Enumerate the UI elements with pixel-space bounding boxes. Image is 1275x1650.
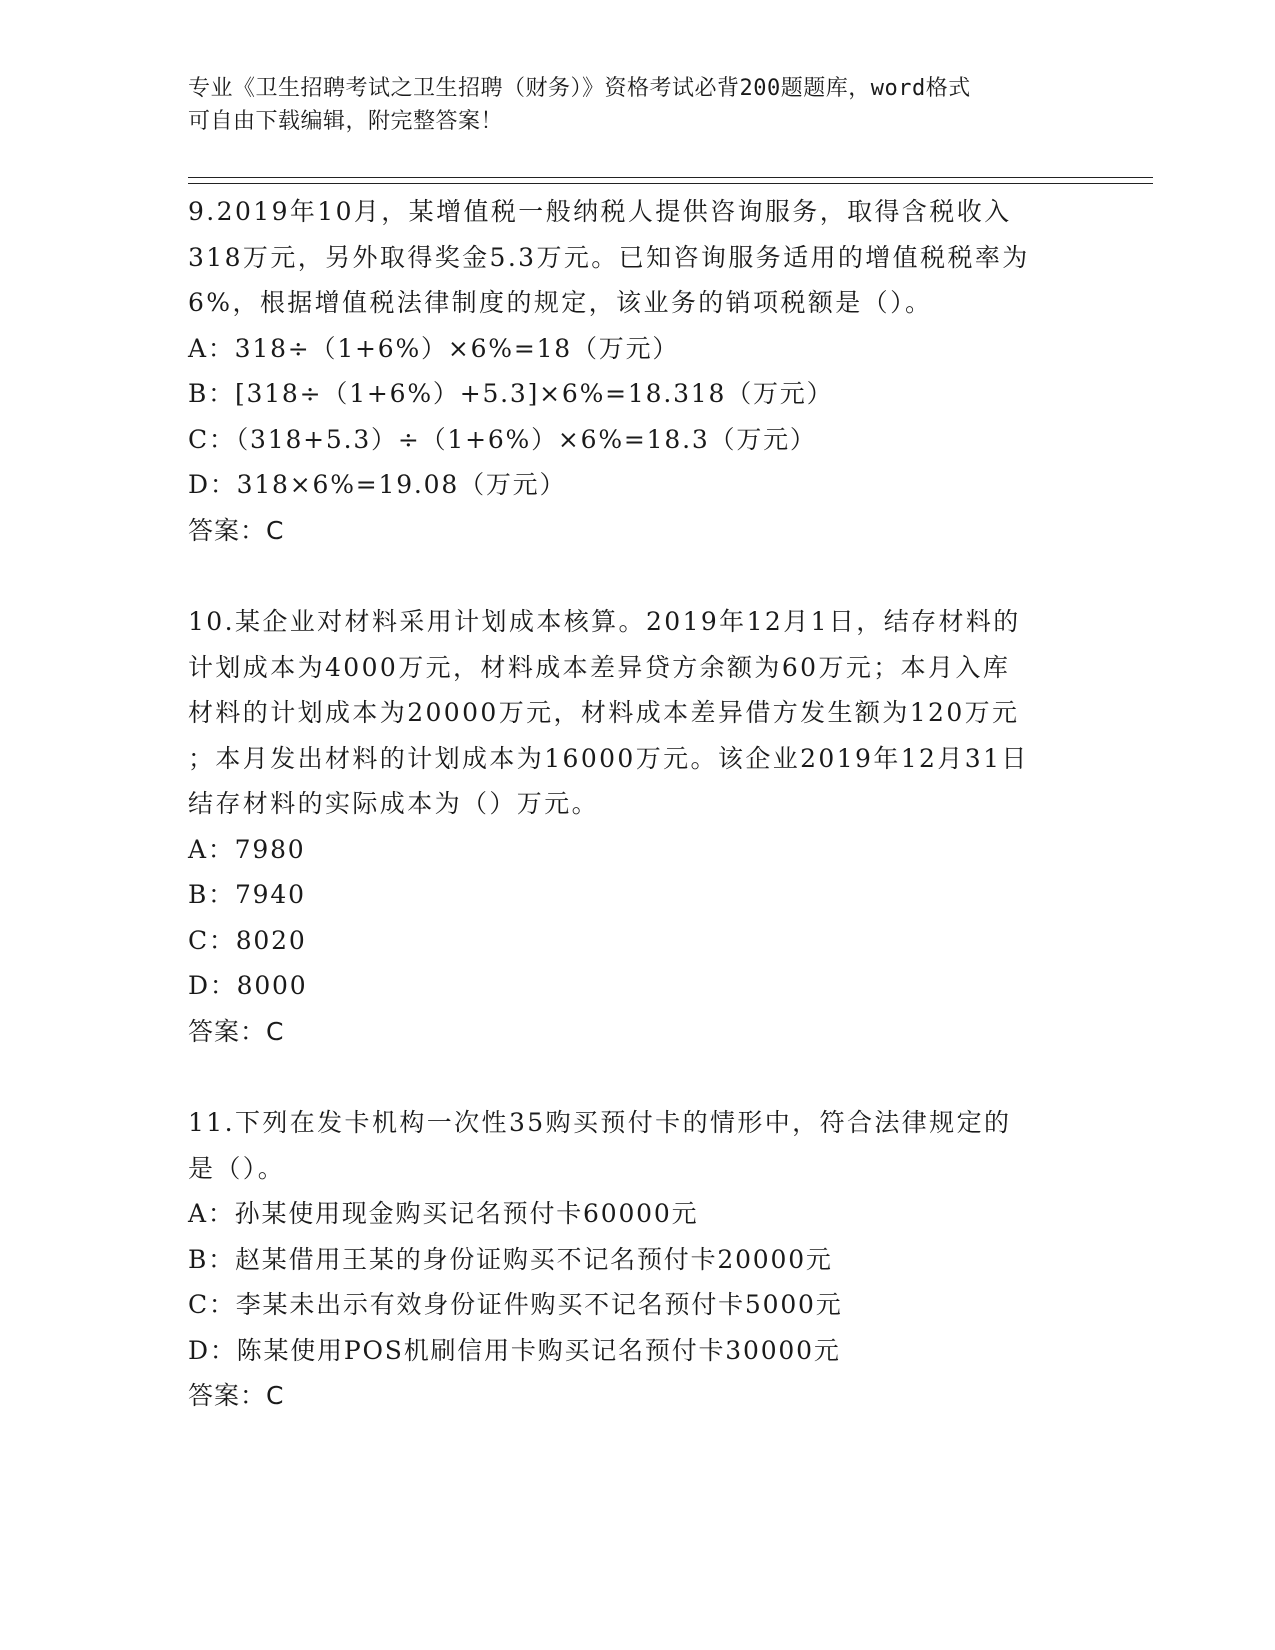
question-text-line: 计划成本为4000万元，材料成本差异贷方余额为60万元；本月入库 [188,652,1011,682]
option-c: C：8020 [188,925,307,955]
option-d: D：陈某使用POS机刷信用卡购买记名预付卡30000元 [188,1335,841,1365]
question-text-line: 10.某企业对材料采用计划成本核算。2019年12月1日，结存材料的 [188,607,1021,636]
question-text-line: 318万元，另外取得奖金5.3万元。已知咨询服务适用的增值税税率为 [188,242,1030,272]
option-b: B：7940 [188,880,306,909]
question-9 [188,189,1088,553]
header-divider-top [188,177,1153,178]
header-divider-bottom [188,183,1153,184]
question-text-line: 6%，根据增值税法律制度的规定，该业务的销项税额是（）。 [188,288,933,317]
answer-label: 答案：C [188,1016,285,1046]
option-b: B：[318÷（1+6%）+5.3]×6%=18.318（万元） [188,379,834,408]
header-title-line-2: 可自由下载编辑，附完整答案！ [188,109,504,134]
option-a: A：318÷（1+6%）×6%=18（万元） [188,333,680,363]
question-text-line: 材料的计划成本为20000万元，材料成本差异借方发生额为120万元 [188,698,1020,727]
option-c: C：李某未出示有效身份证件购买不记名预付卡5000元 [188,1290,843,1319]
question-text-line: 9.2019年10月，某增值税一般纳税人提供咨询服务，取得含税收入 [188,197,1012,226]
option-a: A：7980 [188,834,306,864]
answer-label: 答案：C [188,515,285,545]
option-b: B：赵某借用王某的身份证购买不记名预付卡20000元 [188,1244,833,1274]
option-c: C：（318+5.3）÷（1+6%）×6%=18.3（万元） [188,424,817,454]
question-text-line: 是（）。 [188,1153,286,1183]
question-11 [188,1100,1088,1419]
document-header [188,72,1068,138]
option-a: A：孙某使用现金购买记名预付卡60000元 [188,1199,699,1228]
question-text-line: ；本月发出材料的计划成本为16000万元。该企业2019年12月31日 [188,743,1029,773]
header-title-line-1: 专业《卫生招聘考试之卫生招聘（财务）》资格考试必背200题题库，word格式 [188,76,971,101]
question-text-line: 11.下列在发卡机构一次性35购买预付卡的情形中，符合法律规定的 [188,1108,1012,1137]
question-10 [188,599,1088,1054]
option-d: D：8000 [188,971,308,1000]
question-text-line: 结存材料的实际成本为（）万元。 [188,789,600,818]
answer-label: 答案：C [188,1381,285,1410]
option-d: D：318×6%=19.08（万元） [188,470,567,499]
